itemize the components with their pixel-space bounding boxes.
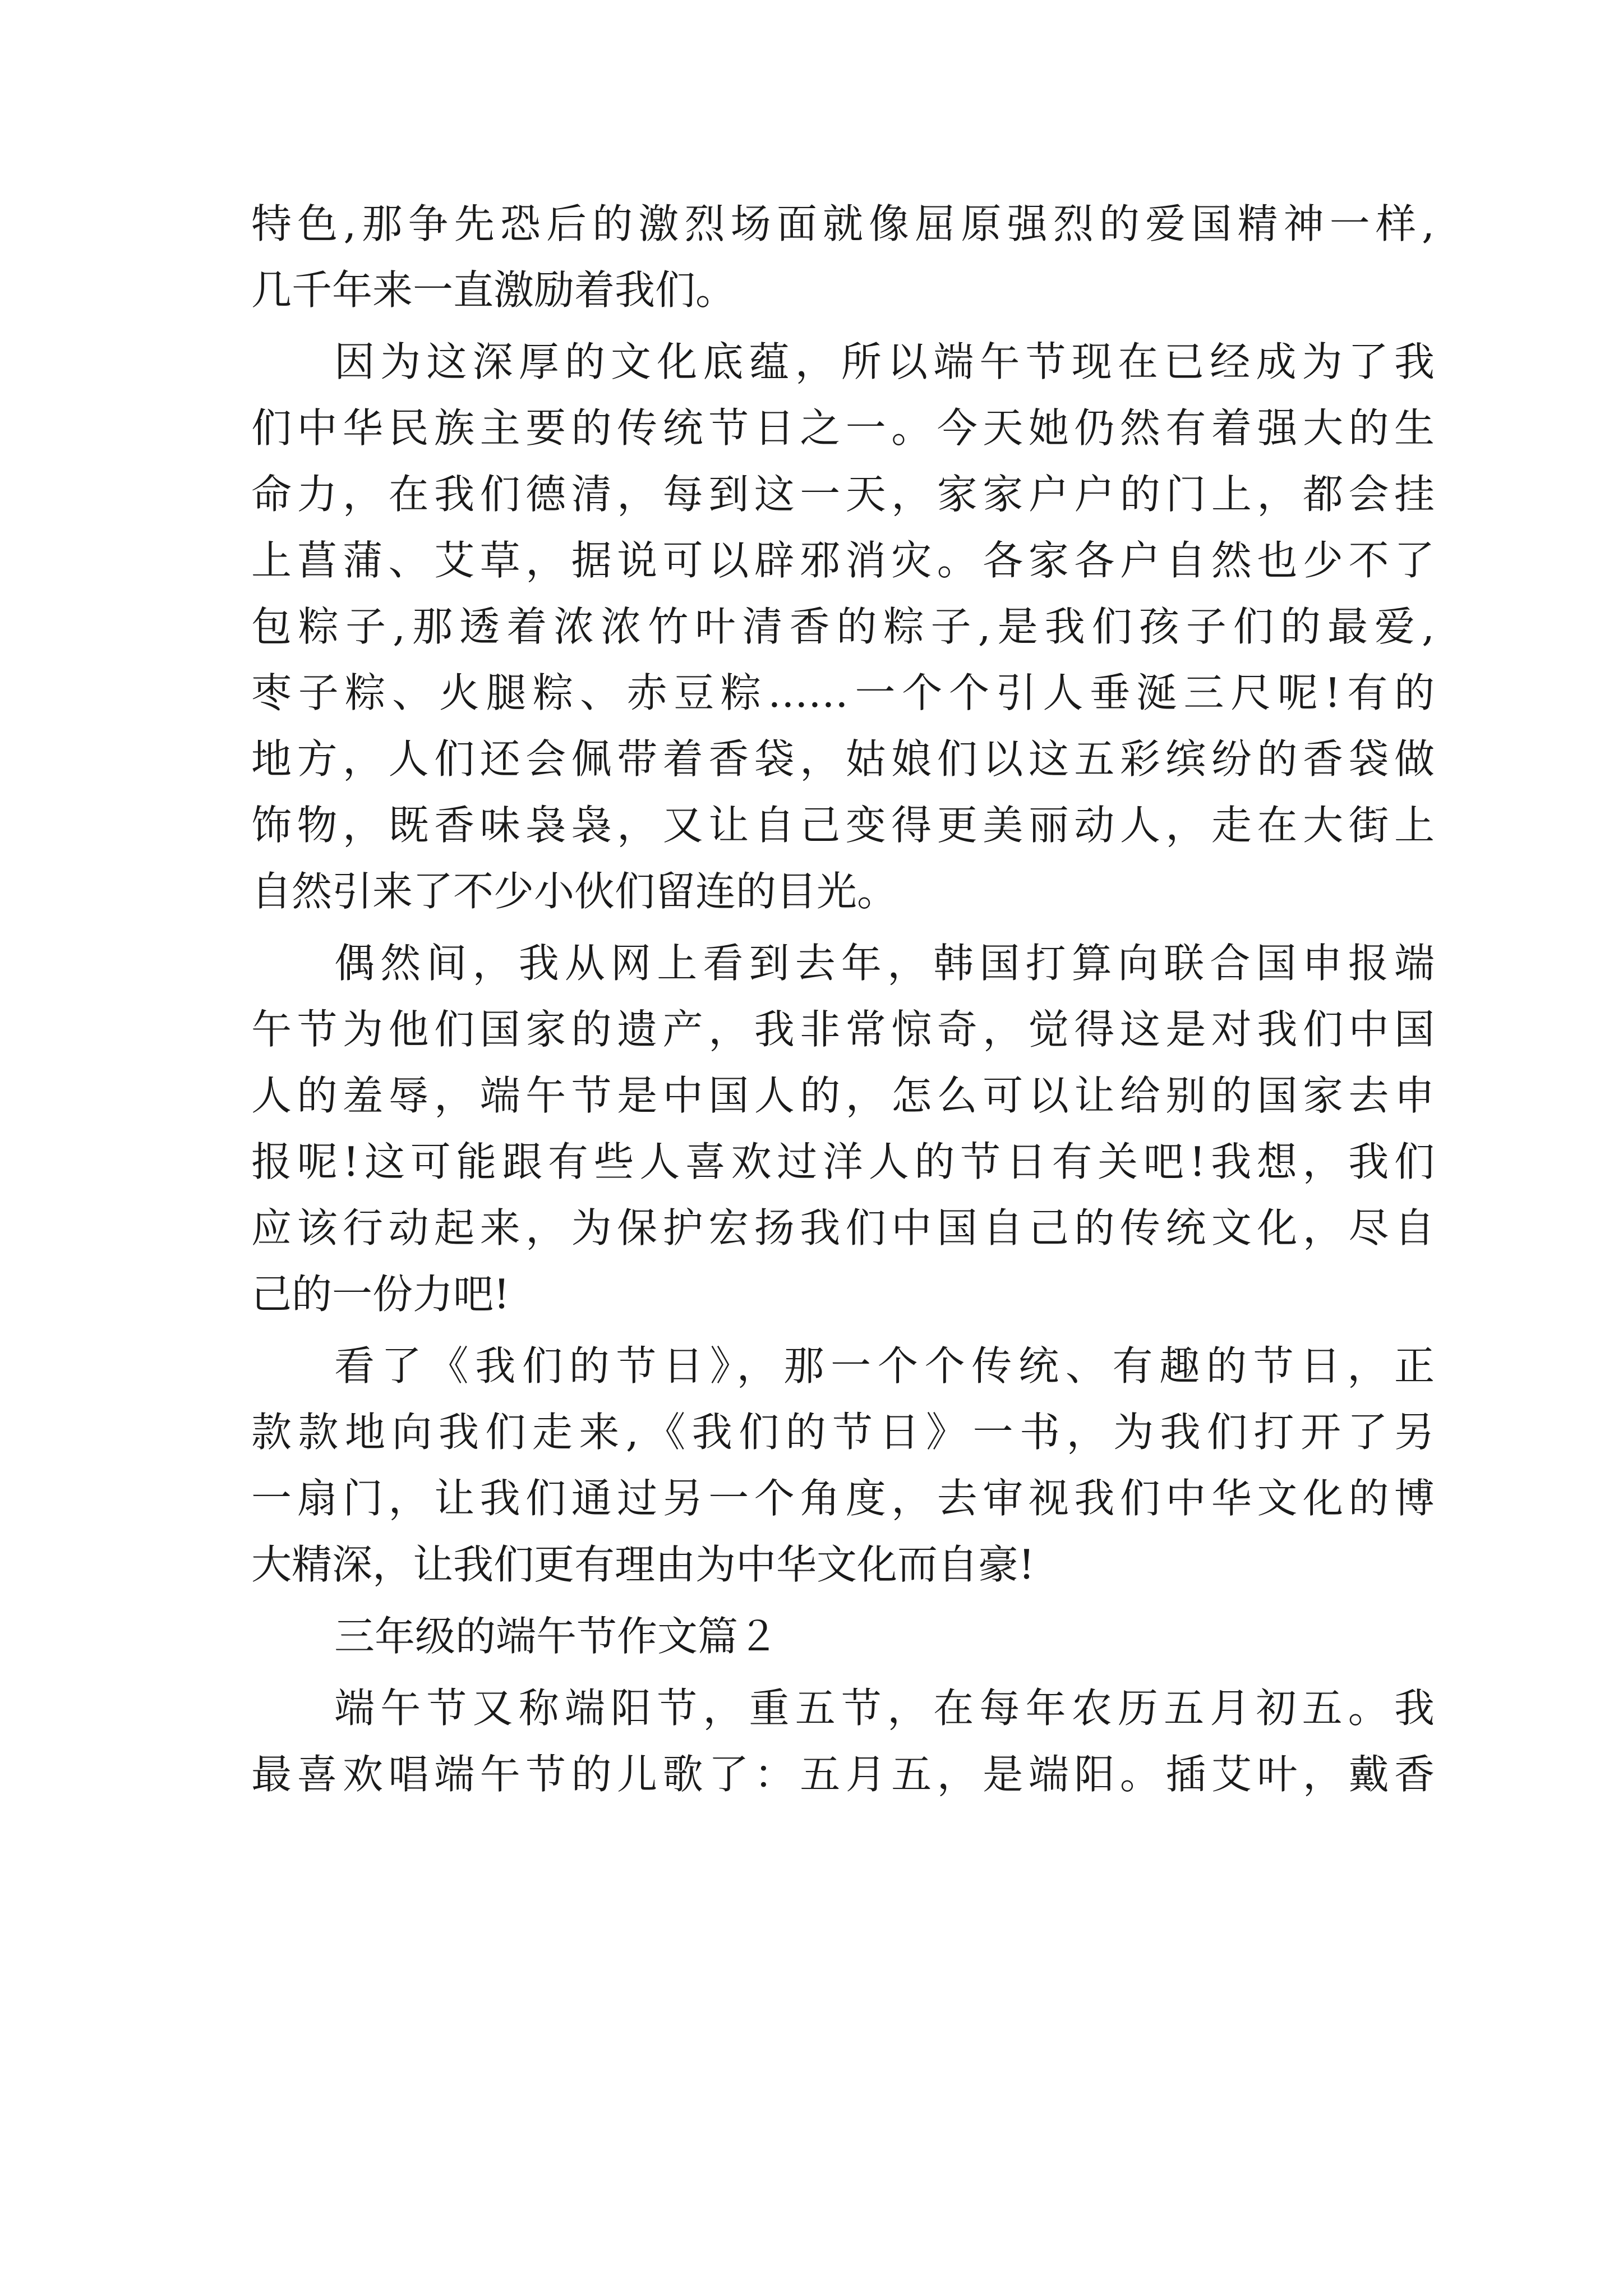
text-line: 自然引来了不少小伙们留连的目光。 <box>251 868 898 915</box>
text-line: 几千年来一直激励着我们。 <box>251 266 736 314</box>
paragraph-start-line: 偶然间，我从网上看到去年，韩国打算向联合国申报端 <box>334 940 1435 987</box>
text-line: 饰物，既香味袅袅，又让自己变得更美丽动人，走在大街上 <box>251 802 1435 849</box>
text-line: 地方，人们还会佩带着香袋，姑娘们以这五彩缤纷的香袋做 <box>251 735 1435 783</box>
text-line: 们中华民族主要的传统节日之一。今天她仍然有着强大的生 <box>251 404 1435 452</box>
text-line: 一扇门，让我们通过另一个角度，去审视我们中华文化的博 <box>251 1475 1435 1522</box>
paragraph-start-line: 端午节又称端阳节，重五节，在每年农历五月初五。我 <box>334 1685 1435 1732</box>
text-line: 款款地向我们走来,《我们的节日》一书，为我们打开了另 <box>251 1409 1435 1456</box>
text-line: 午节为他们国家的遗产，我非常惊奇，觉得这是对我们中国 <box>251 1006 1435 1053</box>
paragraph-start-line: 看了《我们的节日》，那一个个传统、有趣的节日，正 <box>334 1342 1435 1389</box>
text-line: 报呢!这可能跟有些人喜欢过洋人的节日有关吧!我想，我们 <box>251 1138 1435 1185</box>
section-heading: 三年级的端午节作文篇２ <box>334 1613 779 1660</box>
text-line: 包粽子,那透着浓浓竹叶清香的粽子,是我们孩子们的最爱, <box>251 603 1435 650</box>
text-line: 特色,那争先恐后的激烈场面就像屈原强烈的爱国精神一样, <box>251 200 1435 247</box>
text-line: 己的一份力吧! <box>251 1271 510 1318</box>
text-line: 人的羞辱，端午节是中国人的，怎么可以让给别的国家去申 <box>251 1072 1435 1119</box>
paragraph-start-line: 因为这深厚的文化底蕴，所以端午节现在已经成为了我 <box>334 338 1435 385</box>
document-body <box>251 191 1435 1807</box>
text-line: 最喜欢唱端午节的儿歌了：五月五，是端阳。插艾叶，戴香 <box>251 1751 1435 1798</box>
text-line: 上菖蒲、艾草，据说可以辟邪消灾。各家各户自然也少不了 <box>251 537 1435 584</box>
text-line: 大精深，让我们更有理由为中华文化而自豪! <box>251 1541 1035 1588</box>
text-line: 应该行动起来，为保护宏扬我们中国自己的传统文化，尽自 <box>251 1204 1435 1251</box>
text-line: 枣子粽、火腿粽、赤豆粽……一个个引人垂涎三尺呢!有的 <box>251 669 1435 716</box>
text-line: 命力，在我们德清，每到这一天，家家户户的门上，都会挂 <box>251 471 1435 518</box>
